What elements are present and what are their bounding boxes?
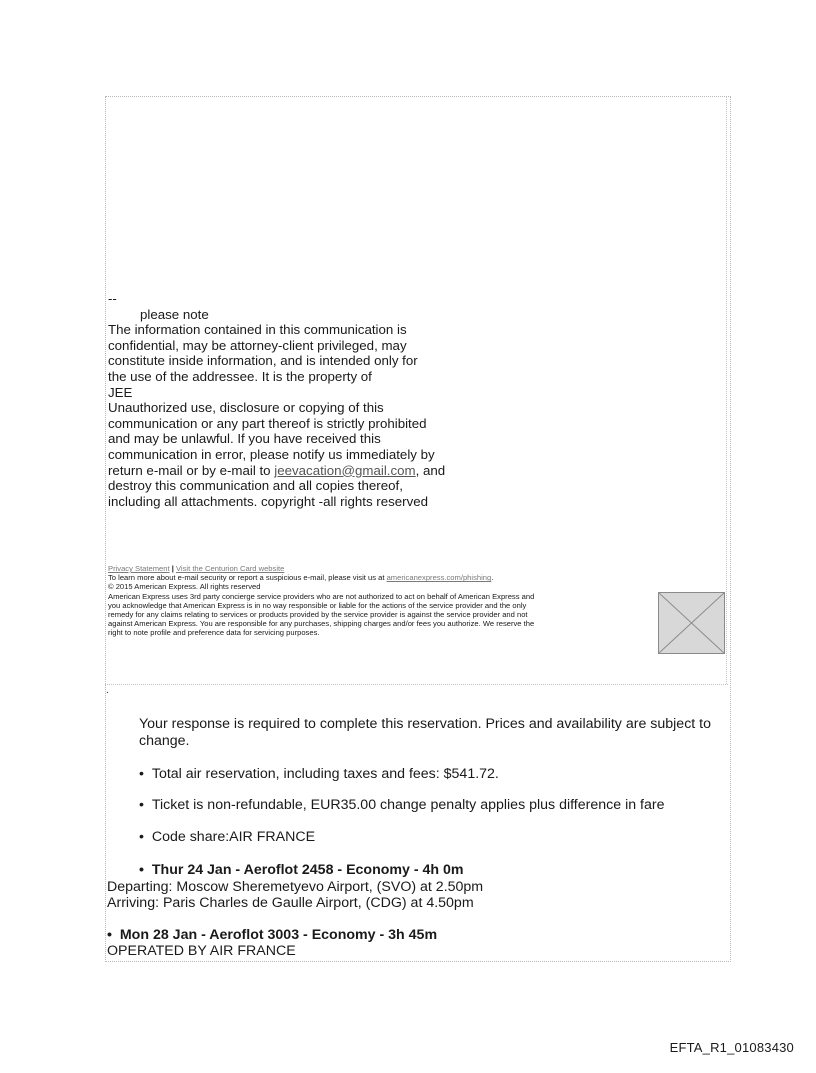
disclaimer-line: communication or any part thereof is strictly prohibited: [108, 415, 427, 431]
disclaimer-line: the use of the addressee. It is the property of: [108, 368, 372, 384]
footer-disclaimer-line: against American Express. You are responsible for any purchases, shipping charges and/or fees you authorize. We reserve the: [108, 619, 535, 629]
phishing-link[interactable]: americanexpress.com/phishing: [386, 573, 492, 583]
amex-footer: [108, 564, 656, 638]
disclaimer-line: JEE: [108, 384, 133, 400]
bullet-text: Ticket is non-refundable, EUR35.00 change penalty applies plus difference in fare: [151, 797, 665, 813]
bullet-icon: •: [139, 862, 144, 878]
stray-dot: .: [106, 685, 109, 696]
missing-image-icon: [659, 593, 724, 653]
reservation-bullet: [139, 797, 665, 814]
section-divider: [105, 684, 728, 685]
disclaimer-line: The information contained in this communication is: [108, 322, 407, 338]
footer-disclaimer-line: American Express uses 3rd party concierge service providers who are not authorized to act on behalf of American Express and: [108, 591, 535, 601]
flight-2-operated: OPERATED BY AIR FRANCE: [107, 943, 296, 959]
return-prefix: return e-mail or by e-mail to: [108, 462, 275, 478]
bullet-text: Total air reservation, including taxes and fees: $541.72.: [151, 766, 499, 782]
security-suffix: .: [491, 573, 494, 583]
signature-separator: --: [108, 291, 117, 306]
disclaimer-line: and may be unlawful. If you have received this: [108, 431, 381, 447]
disclaimer-line: including all attachments. copyright -all rights reserved: [108, 493, 429, 509]
disclaimer-line: confidential, may be attorney-client privileged, may: [108, 337, 407, 353]
disclaimer-line: communication in error, please notify us immediately by: [108, 446, 435, 462]
security-notice: [108, 573, 656, 582]
email-link[interactable]: jeevacation@gmail.com: [274, 462, 416, 478]
centurion-card-link[interactable]: Visit the Centurion Card website: [176, 564, 285, 573]
footer-disclaimer-line: remedy for any claims relating to services or products provided by the service provider is against the service provider and not: [108, 610, 528, 620]
disclaimer-line: constitute inside information, and is intended only for: [108, 353, 418, 369]
please-note-heading: please note: [140, 306, 209, 322]
flight-1-departing: Departing: Moscow Sheremetyevo Airport, (SVO) at 2.50pm: [107, 879, 484, 895]
column-divider: [726, 96, 727, 684]
flight-1-title-text: Thur 24 Jan - Aeroflot 2458 - Economy - 4h 0m: [151, 862, 464, 878]
footer-links: [108, 564, 656, 573]
security-prefix: To learn more about e-mail security or report a suspicious e-mail, please visit us at: [108, 573, 387, 583]
flight-1-title: [139, 862, 464, 879]
reservation-bullet: [139, 766, 499, 783]
broken-image-placeholder: [658, 592, 725, 654]
document-id: EFTA_R1_01083430: [669, 1040, 794, 1055]
reservation-bullet: [139, 829, 315, 846]
footer-disclaimer-line: right to note profile and preference data for servicing purposes.: [108, 628, 320, 638]
flight-1-arriving: Arriving: Paris Charles de Gaulle Airport, (CDG) at 4.50pm: [107, 895, 474, 911]
bullet-icon: •: [139, 829, 144, 845]
footer-link-separator: |: [171, 564, 174, 573]
privacy-statement-link[interactable]: Privacy Statement: [108, 564, 170, 573]
flight-2-title-text: Mon 28 Jan - Aeroflot 3003 - Economy - 3h 45m: [119, 927, 438, 943]
flight-2-title: [107, 927, 437, 943]
footer-disclaimer-line: you acknowledge that American Express is in no way responsible or liable for the actions of the service provider and the only: [108, 600, 527, 610]
bullet-text: Code share:AIR FRANCE: [151, 829, 316, 845]
disclaimer-line: destroy this communication and all copies thereof,: [108, 478, 403, 494]
return-suffix: , and: [415, 462, 446, 478]
disclaimer-line: Unauthorized use, disclosure or copying of this: [108, 400, 384, 416]
bullet-icon: •: [139, 766, 144, 782]
signature-disclaimer: [108, 291, 488, 509]
bullet-icon: •: [139, 797, 144, 813]
copyright-text: © 2015 American Express. All rights reserved: [108, 582, 261, 592]
bullet-icon: •: [107, 927, 112, 943]
reservation-intro: Your response is required to complete this reservation. Prices and availability are subject to change.: [139, 716, 712, 749]
disclaimer-line-email: [108, 463, 488, 479]
